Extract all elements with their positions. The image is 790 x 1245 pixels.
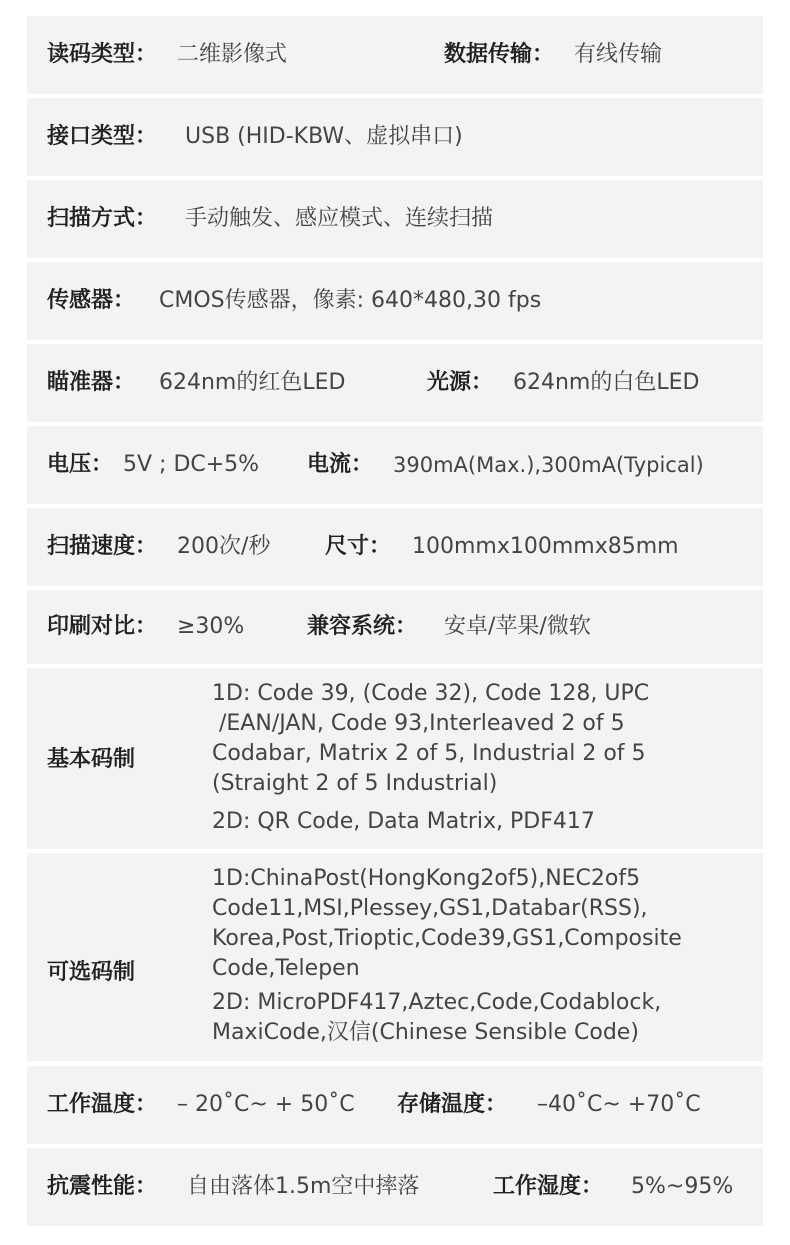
spec-value: – 20˚C~ + 50˚C [177, 1092, 355, 1117]
spec-row-power [27, 426, 763, 504]
spec-row-contrast-os [27, 590, 763, 664]
spec-value: ≥30% [177, 614, 245, 639]
spec-label: 抗震性能： [47, 1174, 158, 1199]
spec-value: 自由落体1.5m空中摔落 [187, 1174, 420, 1199]
spec-value: 二维影像式 [177, 42, 288, 67]
spec-row-temperature [27, 1066, 763, 1144]
symbology-line: Codabar, Matrix 2 of 5, Industrial 2 of 5 [212, 741, 646, 766]
spec-label: 传感器： [47, 288, 136, 313]
symbology-line: Code,Telepen [212, 956, 360, 981]
symbology-line: 2D: QR Code, Data Matrix, PDF417 [212, 809, 595, 834]
spec-row-speed-size [27, 508, 763, 586]
spec-row-interface [27, 98, 763, 176]
spec-value: 624nm的红色LED [159, 370, 346, 395]
spec-value: USB (HID-KBW、虚拟串口) [185, 124, 463, 149]
spec-label: 瞄准器： [47, 370, 136, 395]
spec-row-aimer [27, 344, 763, 422]
symbology-line: 1D:ChinaPost(HongKong2of5),NEC2of5 [212, 866, 641, 891]
spec-value: 有线传输 [574, 42, 663, 67]
spec-label: 尺寸： [325, 534, 392, 559]
spec-value: 安卓/苹果/微软 [444, 614, 591, 639]
spec-row-scan-mode [27, 180, 763, 258]
spec-label: 数据传输： [444, 42, 555, 67]
spec-label: 工作温度： [47, 1092, 158, 1117]
spec-label: 电流： [307, 452, 374, 477]
spec-row-shock-humidity [27, 1148, 763, 1226]
spec-label: 扫描速度： [47, 534, 158, 559]
symbology-list [212, 679, 649, 837]
spec-label: 光源： [427, 370, 494, 395]
symbology-line: MaxiCode,汉信(Chinese Sensible Code) [212, 1020, 639, 1045]
spec-label: 印刷对比： [47, 614, 158, 639]
spec-label: 可选码制 [47, 960, 136, 985]
spec-value: CMOS传感器，像素: 640*480,30 fps [159, 288, 542, 313]
spec-value: 390mA(Max.),300mA(Typical) [393, 453, 704, 477]
symbology-line: 1D: Code 39, (Code 32), Code 128, UPC [212, 681, 650, 706]
spec-label: 存储温度： [397, 1092, 508, 1117]
spec-value: 100mmx100mmx85mm [412, 534, 679, 559]
spec-value: 200次/秒 [177, 534, 271, 559]
symbology-line: /EAN/JAN, Code 93,Interleaved 2 of 5 [212, 711, 625, 736]
spec-row-sensor [27, 262, 763, 340]
symbology-list [212, 864, 682, 1048]
spec-label: 读码类型： [47, 42, 158, 67]
spec-label: 电压： [47, 452, 114, 477]
spec-row-basic-symbologies [27, 668, 763, 849]
spec-label: 接口类型： [47, 124, 158, 149]
spec-row-read-type [27, 16, 763, 94]
symbology-line: 2D: MicroPDF417,Aztec,Code,Codablock, [212, 990, 662, 1015]
symbology-line: Code11,MSI,Plessey,GS1,Databar(RSS), [212, 896, 648, 921]
spec-value: 手动触发、感应模式、连续扫描 [185, 206, 494, 231]
spec-value: 624nm的白色LED [513, 370, 700, 395]
spec-label: 基本码制 [47, 747, 136, 772]
spec-row-optional-symbologies [27, 853, 763, 1061]
symbology-line: Korea,Post,Trioptic,Code39,GS1,Composite [212, 926, 682, 951]
spec-value: –40˚C~ +70˚C [537, 1092, 701, 1117]
spec-label: 扫描方式： [47, 206, 158, 231]
symbology-line: (Straight 2 of 5 Industrial) [212, 771, 498, 796]
spec-label: 兼容系统： [307, 614, 418, 639]
spec-value: 5%~95% [631, 1174, 734, 1199]
spec-value: 5V ; DC+5% [123, 452, 260, 477]
spec-label: 工作湿度： [493, 1174, 604, 1199]
